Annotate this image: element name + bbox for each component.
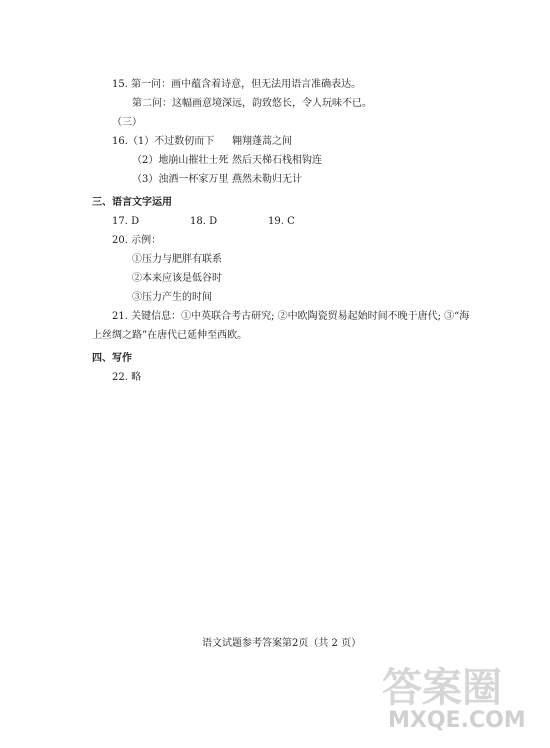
- watermark-logo: [362, 650, 532, 740]
- q16-item3: （3）浊酒一杯家万里: [132, 174, 229, 185]
- section-three-label: （三）: [112, 117, 142, 128]
- q20-example-3: ③压力产生的时间: [132, 292, 212, 303]
- q16-item2: （2）地崩山摧壮士死: [132, 155, 229, 166]
- q15-second-answer: 第二问：这幅画意境深远，韵致悠长，令人玩味不已。: [132, 98, 372, 109]
- page-footer: 语文试题参考答案第2页（共 2 页）: [202, 638, 362, 649]
- q21-answer-line1: 21. 关键信息：①中英联合考古研究; ②中欧陶瓷贸易起始时间不晚于唐代; ③“海: [112, 311, 470, 322]
- q19-answer: 19. C: [268, 216, 295, 227]
- q20-example-2: ②本来应该是低谷时: [132, 273, 222, 284]
- q16-item2-answer: 然后天梯石栈相钩连: [232, 155, 322, 166]
- q17-answer: 17. D: [112, 216, 140, 227]
- part-four-heading: 四、写作: [92, 353, 132, 364]
- q20-example-1: ①压力与肥胖有联系: [132, 254, 222, 265]
- watermark-top-text: 答案圈: [382, 665, 502, 711]
- q15-first-answer: 15. 第一问：画中蕴含着诗意，但无法用语言准确表达。: [112, 79, 362, 90]
- q21-answer-line2: 上丝绸之路”在唐代已延伸至西欧。: [92, 330, 248, 341]
- q18-answer: 18. D: [190, 216, 218, 227]
- q16-item3-answer: 燕然未勒归无计: [232, 174, 302, 185]
- q20-label: 20. 示例：: [112, 235, 162, 246]
- q22-answer: 22. 略: [112, 372, 142, 383]
- part-three-heading: 三、语言文字运用: [92, 197, 172, 208]
- q16-item1: 16.（1）不过数仞而下: [112, 136, 215, 147]
- watermark-bottom-text: MXQE.COM: [388, 708, 526, 733]
- q16-item1-answer: 翱翔蓬蒿之间: [232, 136, 292, 147]
